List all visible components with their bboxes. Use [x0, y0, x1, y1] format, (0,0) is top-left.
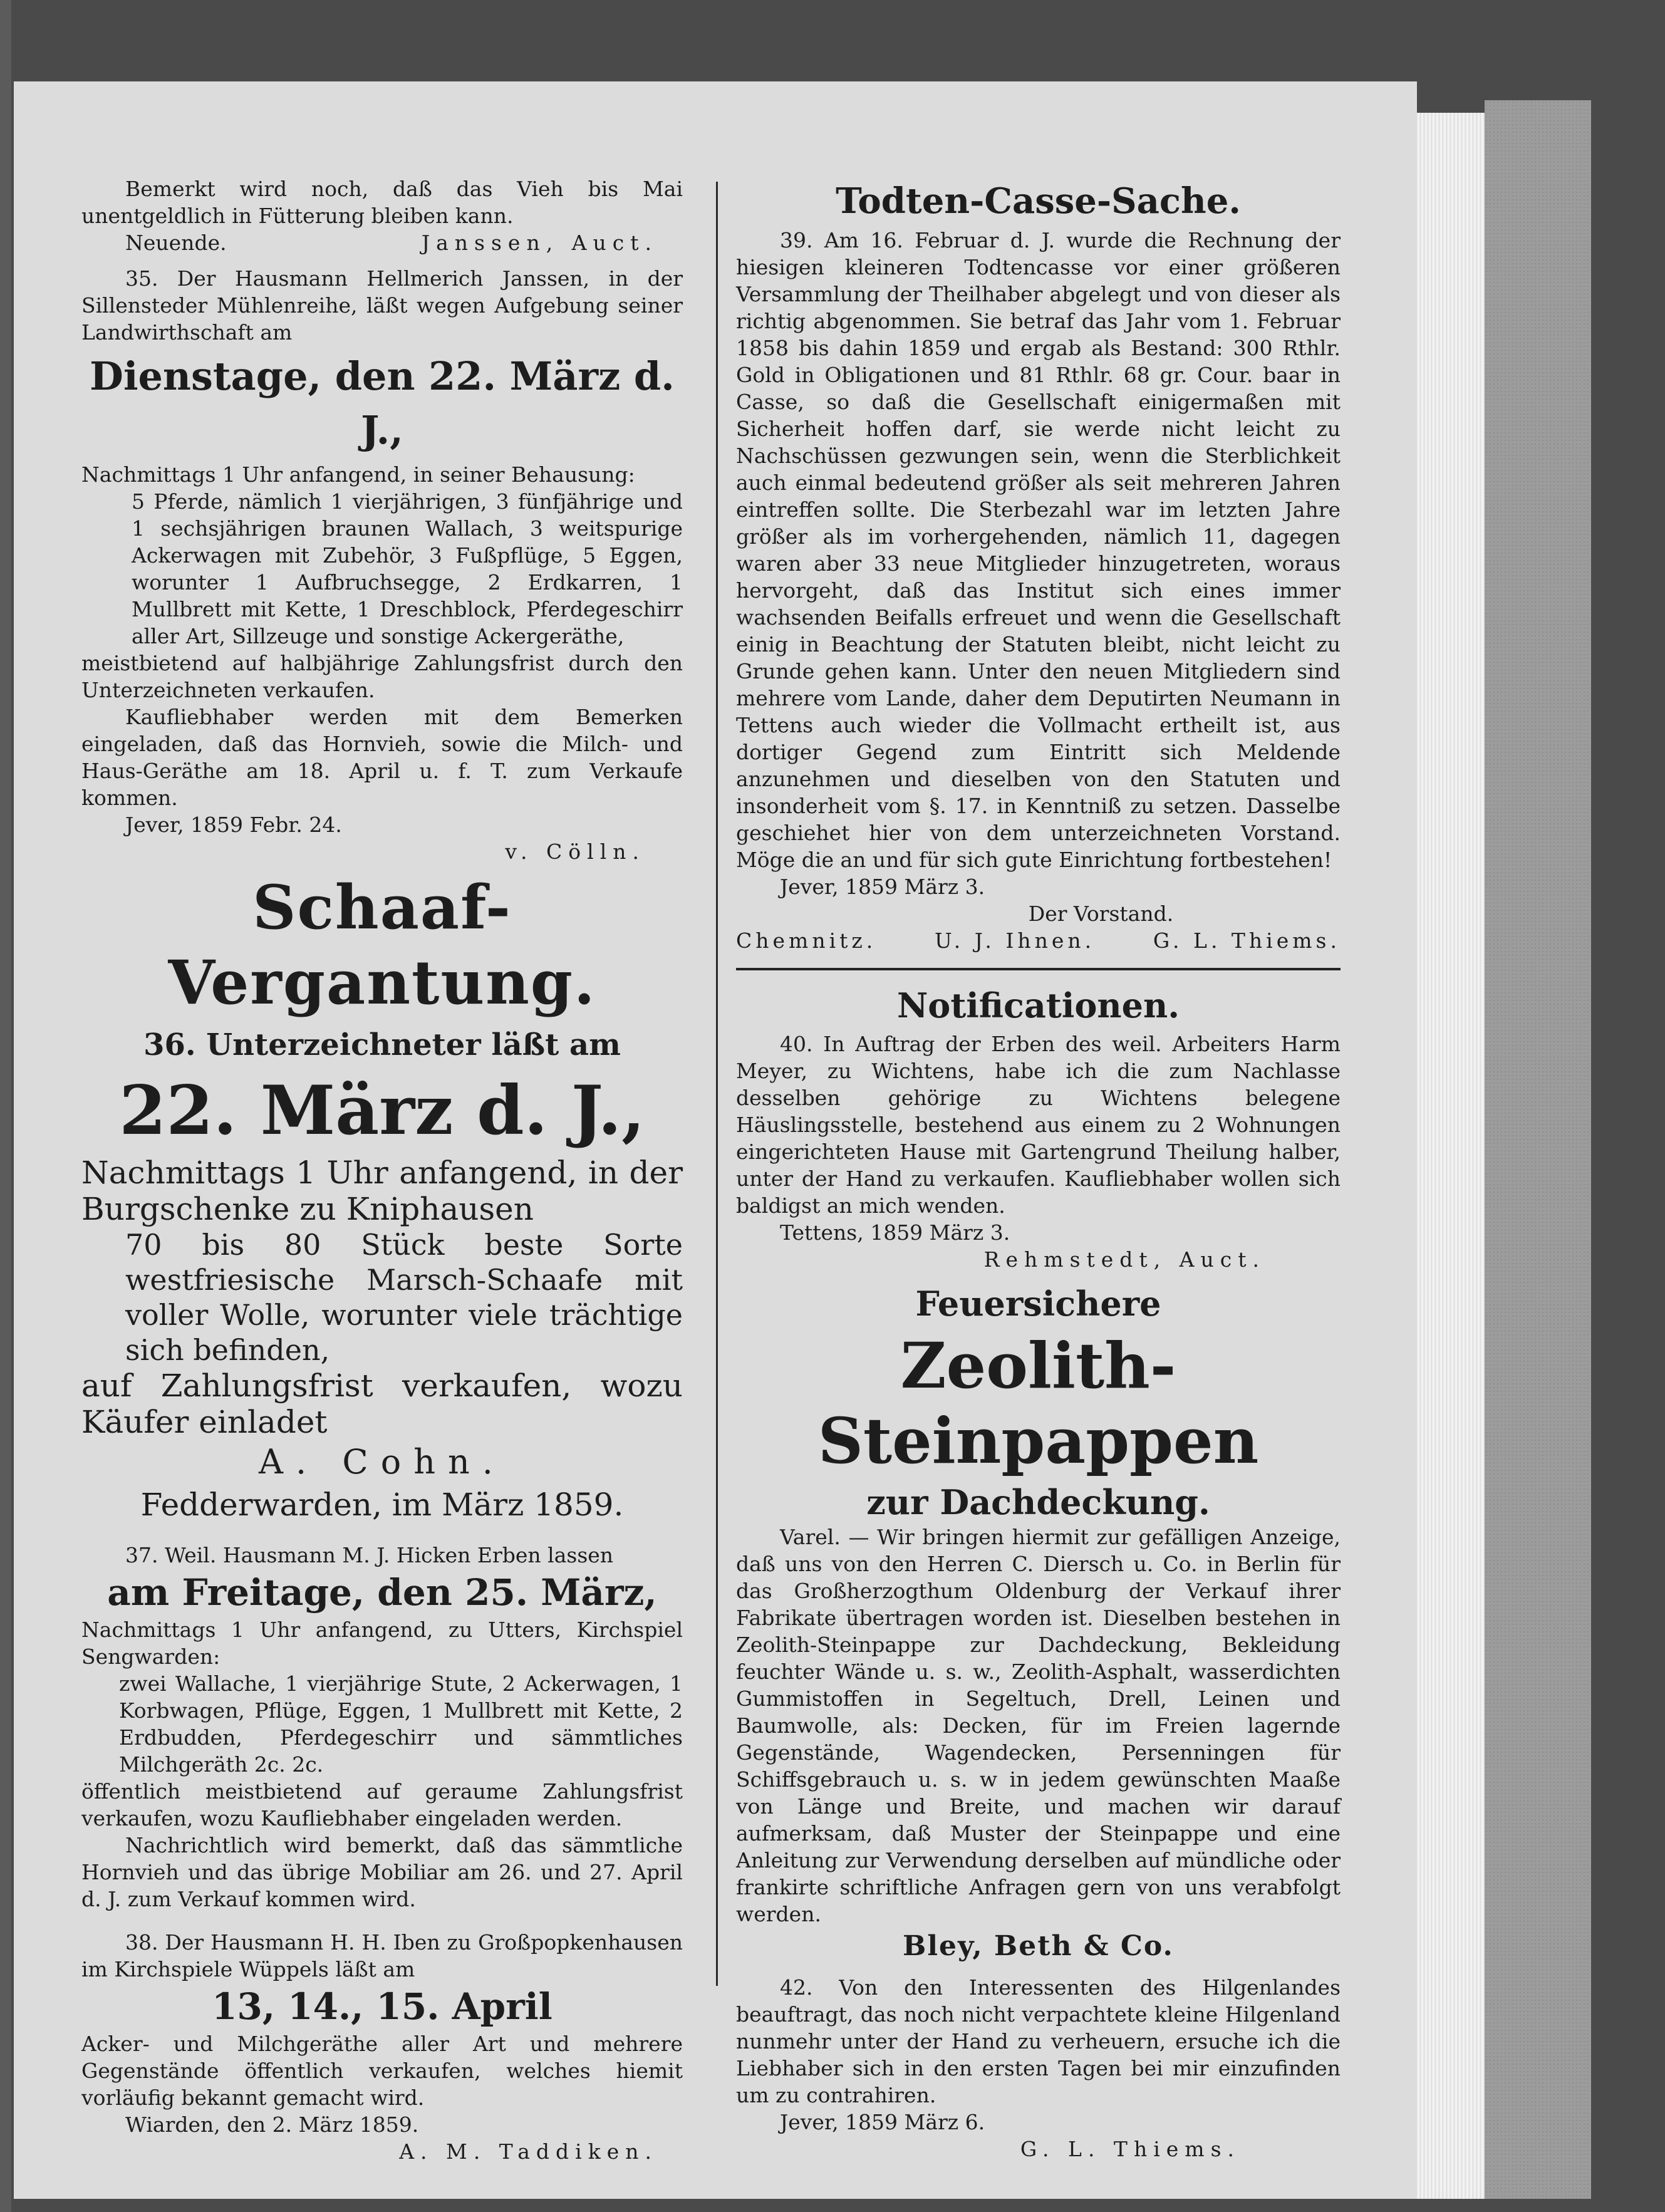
notice-37-terms: öffentlich meistbietend auf geraume Zahlungsfrist verkaufen, wozu Kaufliebhaber eingeladen werden.: [81, 1779, 683, 1830]
book-spine-left: [0, 0, 11, 2212]
signature-row: Neuende. Janssen, Auct.: [125, 231, 658, 255]
notice-41: Varel. — Wir bringen hiermit zur gefälligen Anzeige, daß uns von den Herren C. Diersch u. Co. in Berlin für das Großherzogthum Oldenburg der Verkauf ihrer Fabrikate übertragen worden ist. Dieselben bestehen in Zeolith-Steinpappe zur Dachdeckung, Bekleidung feuchter Wände u. s. w., Zeolith-Asphalt, wasserdichten Gummistoffen in Segeltuch, Drell, Leinen und Baumwolle, als: Decken, für im Freien lagernde Gegenstände, Wagendecken, Persenningen für Schiffsgebrauch u. s. w in jedem gewünschten Maaße von Länge und Breite, und machen wir darauf aufmerksam, daß Muster der Steinpappe und eine Anleitung zur Verwendung derselben auf mündliche oder frankirte schriftliche Anfragen gern von uns verabfolgt werden.: [736, 1525, 1341, 1926]
notice-35-date: Dienstage, den 22. März d. J.,: [90, 353, 675, 453]
schaaf-title: Schaaf-Vergantung.: [168, 872, 596, 1018]
notice-39: 39. Am 16. Februar d. J. wurde die Rechnung der hiesigen kleineren Todtencasse vor einer größeren Versammlung der Theilhaber abgelegt und von dieser als richtig abgenommen. Sie betraf das Jahr vom 1. Februar 1858 bis dahin 1859 und ergab als Bestand: 300 Rthlr. Gold in Obligationen und 81 Rthlr. 68 gr. Cour. baar in Casse, so daß die Gesellschaft einigermaßen mit Sicherheit hoffen darf, sie werde nicht leicht zu Nachschüssen gezwungen sein, wenn die Sterblichkeit auch einmal bedeutend größer als seit mehreren Jahren eintreffen sollte. Die Sterbezahl war im letzten Jahre größer als im vorhergehenden, nämlich 11, dagegen waren aber 33 neue Mitglieder hinzugetreten, woraus hervorgeht, daß das Institut sich eines immer wachsenden Beifalls erfreuet und wenn die Gesellschaft einig in Beachtung der Statuten bleibt, nicht leicht zu Grunde gehen kann. Unter den neuen Mitgliedern sind mehrere vom Lande, daher dem Deputirten Neumann in Tettens auch wieder die Vollmacht ertheilt ist, aus dortiger Gegend zum Eintritt sich Meldende anzunehmen und dieselben von den Statuten und insonderheit vom §. 17. in Kenntniß zu setzen. Dasselbe geschiehet hier von dem unterzeichneten Vorstand. Möge die an und für sich gute Einrichtung fortbestehen!: [736, 228, 1341, 872]
notice-35-time: Nachmittags 1 Uhr anfangend, in seiner Behausung:: [81, 462, 635, 487]
notice-40-place: Tettens, 1859 März 3.: [780, 1220, 1010, 1245]
schaaf-intro: 36. Unterzeichneter läßt am: [143, 1027, 621, 1062]
notice-38-date: 13, 14., 15. April: [212, 1985, 552, 2028]
notice-35-signature: v. Cölln.: [505, 839, 645, 864]
schaaf-body-1: Nachmittags 1 Uhr anfangend, in der Burgschenke zu Kniphausen: [81, 1155, 683, 1227]
notice-42-signature: G. L. Thiems.: [1020, 2137, 1240, 2161]
notice-38-body: Acker- und Milchgeräthe aller Art und mehrere Gegenstände öffentlich verkaufen, welches hiemit vorläufig bekannt gemacht wird.: [81, 2032, 683, 2110]
schaaf-place: Fedderwarden, im März 1859.: [140, 1487, 624, 1523]
left-column: [81, 175, 683, 2165]
notice-35-terms: meistbietend auf halbjährige Zahlungsfrist durch den Unterzeichneten verkaufen.: [81, 651, 683, 702]
notice-38: 38. Der Hausmann H. H. Iben zu Großpopkenhausen im Kirchspiele Wüppels läßt am: [81, 1930, 683, 1981]
notif-title: Notificationen.: [896, 985, 1180, 1026]
notice-37-items: zwei Wallache, 1 vierjährige Stute, 2 Ackerwagen, 1 Korbwagen, Pflüge, Eggen, 1 Mullbrett mit Kette, 2 Erdbudden, Pferdegeschirr und sämmtliches Milchgeräth 2c. 2c.: [119, 1671, 683, 1777]
notice-42: 42. Von den Interessenten des Hilgenlandes beauftragt, das noch nicht verpachtete kleine Hilgenland nunmehr unter der Hand zu verheuern, ersuche ich die Liebhaber sich in den ersten Tagen bei mir einzufinden um zu contrahiren.: [736, 1975, 1341, 2107]
notice-35-remark: Kaufliebhaber werden mit dem Bemerken eingeladen, daß das Hornvieh, sowie die Milch- und Haus-Geräthe am 18. April u. f. T. zum Verkaufe kommen.: [81, 705, 683, 810]
ad-zeolith-title: Zeolith-Steinpappen: [817, 1329, 1259, 1478]
notice-40: 40. In Auftrag der Erben des weil. Arbeiters Harm Meyer, zu Wichtens, habe ich die zum Nachlasse desselben gehörige zu Wichtens belegene Häuslingsstelle, bestehend aus einem zu 2 Wohnungen eingerichteten Hause mit Gartengrund Theilung halber, unter der Hand zu verkaufen. Kaufliebhaber wollen sich baldigst an mich wenden.: [736, 1032, 1341, 1218]
notice-40-signature: Rehmstedt, Auct.: [983, 1247, 1265, 1272]
todten-title: Todten-Casse-Sache.: [836, 180, 1241, 222]
section-rule: [736, 968, 1341, 970]
notice-39-signatures: Chemnitz. U. J. Ihnen. G. L. Thiems.: [736, 928, 1341, 953]
book-cover-right: [1485, 100, 1591, 2199]
schaaf-body-2: 70 bis 80 Stück beste Sorte westfriesische Marsch-Schaafe mit voller Wolle, worunter viele trächtige sich befinden,: [125, 1228, 683, 1367]
notice-42-place: Jever, 1859 März 6.: [780, 2110, 985, 2134]
schaaf-body-3: auf Zahlungsfrist verkaufen, wozu Käufer einladet: [81, 1368, 683, 1440]
right-column: [736, 175, 1341, 2163]
notice-35: 35. Der Hausmann Hellmerich Janssen, in der Sillensteder Mühlenreihe, läßt wegen Aufgebung seiner Landwirthschaft am: [81, 266, 683, 345]
notice-38-signature: A. M. Taddiken.: [399, 2139, 658, 2164]
notice-37-date: am Freitage, den 25. März,: [107, 1571, 657, 1614]
notice-41-firm: Bley, Beth & Co.: [903, 1930, 1174, 1962]
notice-37-remark: Nachrichtlich wird bemerkt, daß das sämmtliche Hornvieh und das übrige Mobiliar am 26. und 27. April d. J. zum Verkauf kommen wird.: [81, 1833, 683, 1911]
schaaf-signature: A. Cohn.: [259, 1442, 506, 1482]
notice-38-place: Wiarden, den 2. März 1859.: [125, 2112, 419, 2137]
notice-37: 37. Weil. Hausmann M. J. Hicken Erben lassen: [125, 1543, 614, 1567]
notice-39-board: Der Vorstand.: [1028, 901, 1174, 926]
page-stack-edge: [1417, 113, 1485, 2199]
notice-35-items: 5 Pferde, nämlich 1 vierjährigen, 3 fünfjährige und 1 sechsjährigen braunen Wallach, 3 weitspurige Ackerwagen mit Zubehör, 3 Fußpflüge, 5 Eggen, worunter 1 Aufbruchsegge, 2 Erdkarren, 1 Mullbrett mit Kette, 1 Dreschblock, Pferdegeschirr aller Art, Sillzeuge und sonstige Ackergeräthe,: [132, 489, 683, 648]
notice-37-time: Nachmittags 1 Uhr anfangend, zu Utters, Kirchspiel Sengwarden:: [81, 1617, 683, 1669]
notice-35-place: Jever, 1859 Febr. 24.: [125, 813, 342, 837]
schaaf-date: 22. März d. J.,: [119, 1071, 645, 1150]
ad-dachdeckung: zur Dachdeckung.: [866, 1482, 1210, 1522]
column-divider: [716, 182, 718, 1986]
notice-cattle-feeding: Bemerkt wird noch, daß das Vieh bis Mai unentgeldlich in Fütterung bleiben kann.: [81, 177, 683, 228]
ad-feuersichere: Feuersichere: [915, 1284, 1161, 1324]
notice-39-place: Jever, 1859 März 3.: [780, 875, 985, 899]
